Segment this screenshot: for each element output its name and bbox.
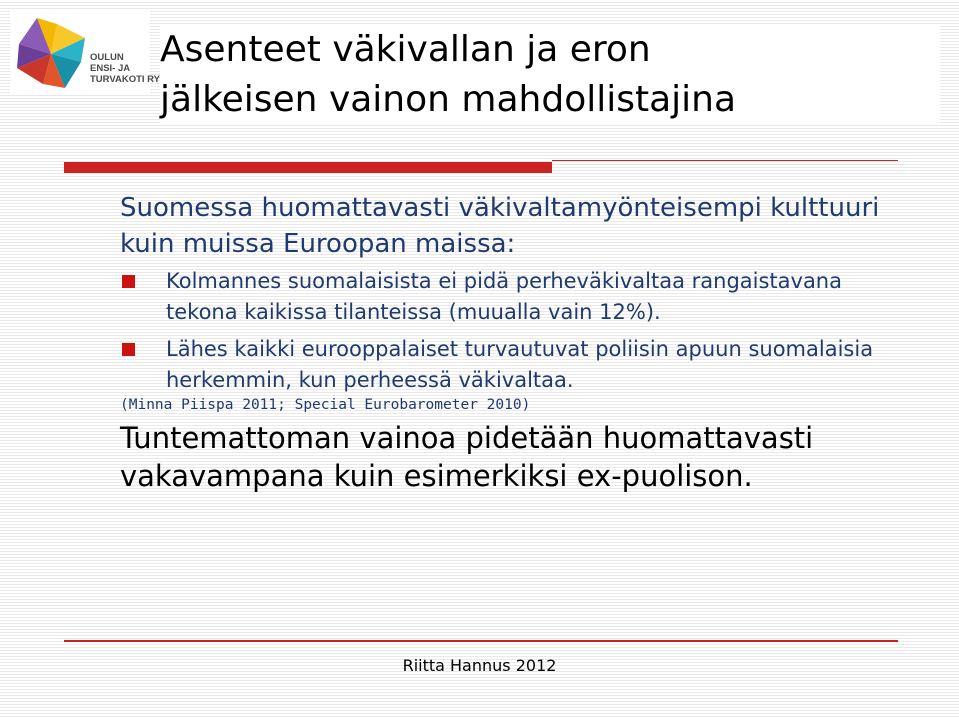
- bullet-item: [120, 266, 900, 328]
- logo-line: TURVAKOTI RY: [90, 74, 161, 85]
- slide-title-line: Asenteet väkivallan ja eron: [160, 29, 651, 70]
- slide-title-line: jälkeisen vainon mahdollistajina: [160, 79, 737, 120]
- title-divider-bar: [64, 162, 552, 173]
- footer-divider: [64, 640, 898, 642]
- title-divider: [64, 159, 898, 175]
- logo-line: ENSI- JA: [90, 63, 131, 74]
- bullet-text: Kolmannes suomalaisista ei pidä perheväkivaltaa rangaistavana tekona kaikissa tilanteissa (muualla vain 12%).: [166, 269, 842, 324]
- conclusion-text: Tuntemattoman vainoa pidetään huomattavasti vakavampana kuin esimerkiksi ex-puolison.: [120, 421, 814, 493]
- bullet-item: [120, 334, 900, 396]
- square-bullet-icon: [122, 343, 135, 356]
- lead-text: Suomessa huomattavasti väkivaltamyönteisempi kulttuuri kuin muissa Euroopan maissa:: [120, 193, 880, 259]
- pinwheel-icon: [12, 14, 90, 94]
- organization-logo: [10, 10, 161, 94]
- bullet-text: Lähes kaikki eurooppalaiset turvautuvat poliisin apuun suomalaisia herkemmin, kun perheessä väkivaltaa.: [166, 337, 874, 392]
- source-citation: (Minna Piispa 2011; Special Eurobarometer 2010): [120, 397, 531, 413]
- logo-line: OULUN: [90, 52, 124, 63]
- square-bullet-icon: [122, 275, 135, 288]
- logo-text: [90, 52, 160, 85]
- slide-body: [120, 190, 900, 495]
- slide-title: [160, 25, 940, 125]
- bullet-list: [120, 266, 900, 396]
- title-divider-line: [552, 160, 898, 161]
- slide-footer: Riitta Hannus 2012: [402, 656, 557, 675]
